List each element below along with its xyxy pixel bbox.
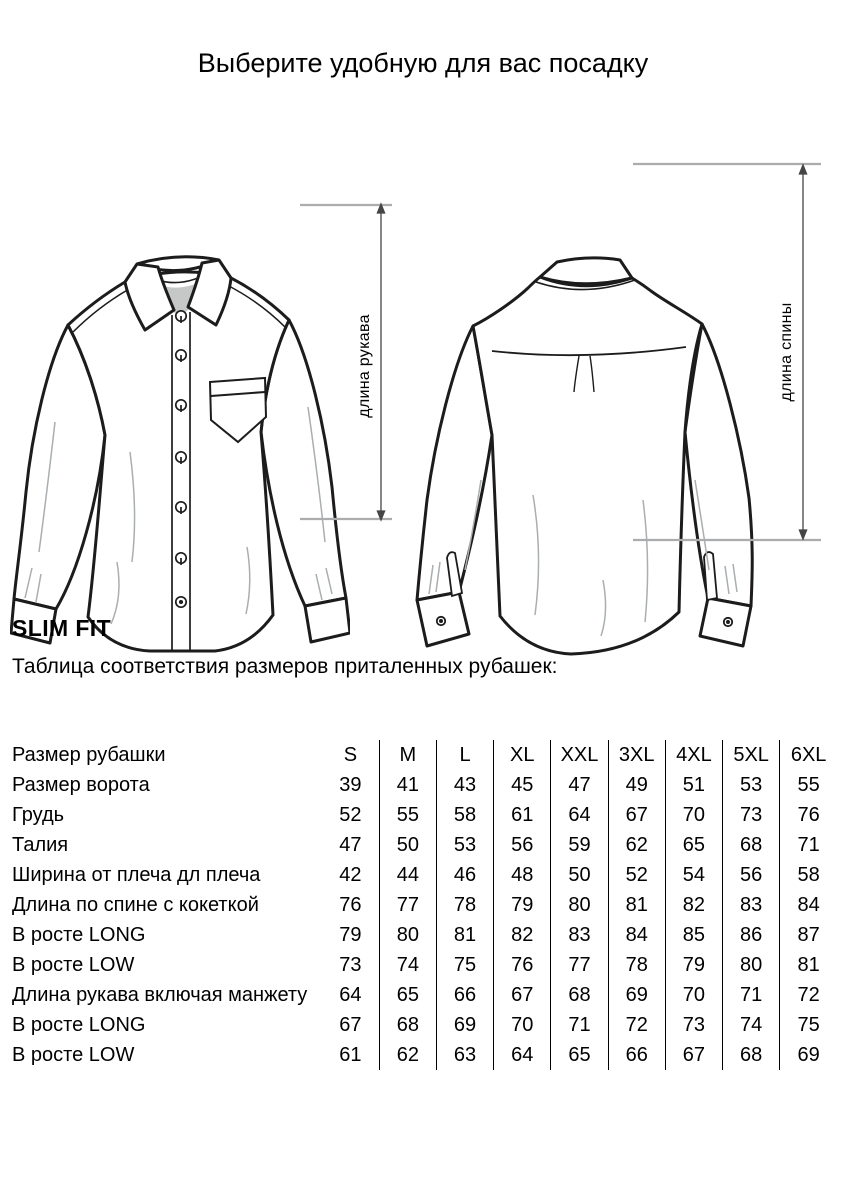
row-label: Длина по спине с кокеткой bbox=[12, 893, 259, 916]
size-cell: 67 bbox=[608, 800, 665, 830]
size-cell: 42 bbox=[339, 863, 362, 886]
size-cell: 55 bbox=[780, 770, 837, 800]
size-cell: 73 bbox=[665, 1010, 722, 1040]
size-cell: 70 bbox=[494, 1010, 551, 1040]
size-cell: 47 bbox=[339, 833, 362, 856]
table-row bbox=[12, 890, 837, 920]
size-cell: 69 bbox=[780, 1040, 837, 1070]
size-cell: 50 bbox=[551, 860, 608, 890]
size-cell: 81 bbox=[436, 920, 493, 950]
size-cell: 3XL bbox=[608, 740, 665, 770]
back-right-sleeve bbox=[685, 324, 752, 606]
size-cell: 52 bbox=[608, 860, 665, 890]
front-buttons bbox=[176, 311, 186, 607]
size-cell: 64 bbox=[339, 983, 362, 1006]
size-cell: 48 bbox=[494, 860, 551, 890]
size-cell: 85 bbox=[665, 920, 722, 950]
size-cell: 80 bbox=[379, 920, 436, 950]
page-title: Выберите удобную для вас посадку bbox=[197, 48, 649, 78]
table-caption: Таблица соответствия размеров приталенных рубашек: bbox=[12, 655, 558, 678]
size-cell: 64 bbox=[494, 1040, 551, 1070]
size-cell: 79 bbox=[494, 890, 551, 920]
size-cell: 69 bbox=[436, 1010, 493, 1040]
size-cell: 77 bbox=[379, 890, 436, 920]
row-label: Талия bbox=[12, 833, 69, 856]
size-cell: L bbox=[436, 740, 493, 770]
size-cell: 61 bbox=[494, 800, 551, 830]
sleeve-length-label: длина рукава bbox=[356, 314, 373, 418]
size-cell: 78 bbox=[608, 950, 665, 980]
size-cell: 75 bbox=[780, 1010, 837, 1040]
size-cell: 74 bbox=[379, 950, 436, 980]
size-cell: 67 bbox=[339, 1013, 362, 1036]
size-cell: 66 bbox=[608, 1040, 665, 1070]
size-cell: 83 bbox=[551, 920, 608, 950]
size-cell: 87 bbox=[780, 920, 837, 950]
size-cell: 51 bbox=[665, 770, 722, 800]
size-cell: 61 bbox=[339, 1043, 362, 1066]
size-cell: 50 bbox=[379, 830, 436, 860]
table-row bbox=[12, 920, 837, 950]
row-label: В росте LOW bbox=[12, 1043, 135, 1066]
size-cell: S bbox=[343, 743, 358, 766]
size-cell: 76 bbox=[494, 950, 551, 980]
table-row bbox=[12, 770, 837, 800]
size-cell: 72 bbox=[608, 1010, 665, 1040]
row-label: Размер ворота bbox=[12, 773, 150, 796]
size-cell: 47 bbox=[551, 770, 608, 800]
size-cell: 68 bbox=[551, 980, 608, 1010]
size-cell: 66 bbox=[436, 980, 493, 1010]
table-row bbox=[12, 830, 837, 860]
size-cell: 79 bbox=[665, 950, 722, 980]
row-label: Грудь bbox=[12, 803, 65, 826]
size-cell: 62 bbox=[379, 1040, 436, 1070]
shirt-back-drawing bbox=[403, 250, 773, 670]
size-cell: 63 bbox=[436, 1040, 493, 1070]
size-cell: 68 bbox=[723, 830, 780, 860]
table-row bbox=[12, 950, 837, 980]
size-cell: 82 bbox=[494, 920, 551, 950]
size-cell: 73 bbox=[339, 953, 362, 976]
size-cell: 52 bbox=[339, 803, 362, 826]
size-cell: XXL bbox=[551, 740, 608, 770]
size-cell: 56 bbox=[494, 830, 551, 860]
size-cell: 55 bbox=[379, 800, 436, 830]
size-cell: 58 bbox=[436, 800, 493, 830]
size-cell: 59 bbox=[551, 830, 608, 860]
size-cell: 67 bbox=[665, 1040, 722, 1070]
back-body bbox=[473, 277, 702, 654]
size-table-body bbox=[12, 740, 837, 1070]
size-cell: 77 bbox=[551, 950, 608, 980]
size-cell: 46 bbox=[436, 860, 493, 890]
size-cell: 86 bbox=[723, 920, 780, 950]
size-cell: 41 bbox=[379, 770, 436, 800]
size-cell: 81 bbox=[608, 890, 665, 920]
row-label: Размер рубашки bbox=[12, 743, 166, 766]
size-cell: 83 bbox=[723, 890, 780, 920]
size-cell: 80 bbox=[551, 890, 608, 920]
back-collar-band bbox=[540, 258, 632, 284]
size-cell: 71 bbox=[780, 830, 837, 860]
size-cell: 69 bbox=[608, 980, 665, 1010]
table-row bbox=[12, 1040, 837, 1070]
size-cell: 67 bbox=[494, 980, 551, 1010]
size-cell: 53 bbox=[723, 770, 780, 800]
front-right-cuff bbox=[305, 598, 350, 642]
row-label: В росте LONG bbox=[12, 1013, 146, 1036]
size-cell: 65 bbox=[551, 1040, 608, 1070]
row-label: В росте LONG bbox=[12, 923, 146, 946]
size-cell: 84 bbox=[780, 890, 837, 920]
shirt-figures bbox=[0, 120, 846, 590]
size-cell: 6XL bbox=[780, 740, 837, 770]
row-label: Ширина от плеча дл плеча bbox=[12, 863, 261, 886]
size-cell: 62 bbox=[608, 830, 665, 860]
size-cell: 58 bbox=[780, 860, 837, 890]
size-cell: 64 bbox=[551, 800, 608, 830]
table-header-row bbox=[12, 740, 837, 770]
size-cell: XL bbox=[494, 740, 551, 770]
size-cell: 4XL bbox=[665, 740, 722, 770]
size-cell: 45 bbox=[494, 770, 551, 800]
size-cell: 39 bbox=[339, 773, 362, 796]
back-length-label: длина спины bbox=[778, 302, 795, 402]
size-table bbox=[12, 740, 837, 1070]
shirt-front-drawing bbox=[10, 252, 350, 664]
size-cell: 49 bbox=[608, 770, 665, 800]
size-cell: 72 bbox=[780, 980, 837, 1010]
size-cell: 71 bbox=[723, 980, 780, 1010]
size-cell: 53 bbox=[436, 830, 493, 860]
size-cell: 65 bbox=[665, 830, 722, 860]
size-cell: 74 bbox=[723, 1010, 780, 1040]
size-cell: 76 bbox=[339, 893, 362, 916]
size-cell: M bbox=[379, 740, 436, 770]
size-cell: 81 bbox=[780, 950, 837, 980]
size-cell: 44 bbox=[379, 860, 436, 890]
fit-name-heading: SLIM FIT bbox=[12, 615, 112, 641]
size-cell: 80 bbox=[723, 950, 780, 980]
size-cell: 76 bbox=[780, 800, 837, 830]
size-cell: 75 bbox=[436, 950, 493, 980]
size-cell: 68 bbox=[379, 1010, 436, 1040]
size-cell: 65 bbox=[379, 980, 436, 1010]
size-cell: 79 bbox=[339, 923, 362, 946]
row-label: В росте LOW bbox=[12, 953, 135, 976]
size-cell: 73 bbox=[723, 800, 780, 830]
size-cell: 78 bbox=[436, 890, 493, 920]
table-row bbox=[12, 800, 837, 830]
size-cell: 43 bbox=[436, 770, 493, 800]
size-cell: 54 bbox=[665, 860, 722, 890]
size-cell: 84 bbox=[608, 920, 665, 950]
table-row bbox=[12, 980, 837, 1010]
size-cell: 68 bbox=[723, 1040, 780, 1070]
size-cell: 5XL bbox=[723, 740, 780, 770]
size-cell: 71 bbox=[551, 1010, 608, 1040]
size-cell: 56 bbox=[723, 860, 780, 890]
table-row bbox=[12, 1010, 837, 1040]
size-cell: 82 bbox=[665, 890, 722, 920]
size-cell: 70 bbox=[665, 800, 722, 830]
size-cell: 70 bbox=[665, 980, 722, 1010]
table-row bbox=[12, 860, 837, 890]
row-label: Длина рукава включая манжету bbox=[12, 983, 308, 1006]
